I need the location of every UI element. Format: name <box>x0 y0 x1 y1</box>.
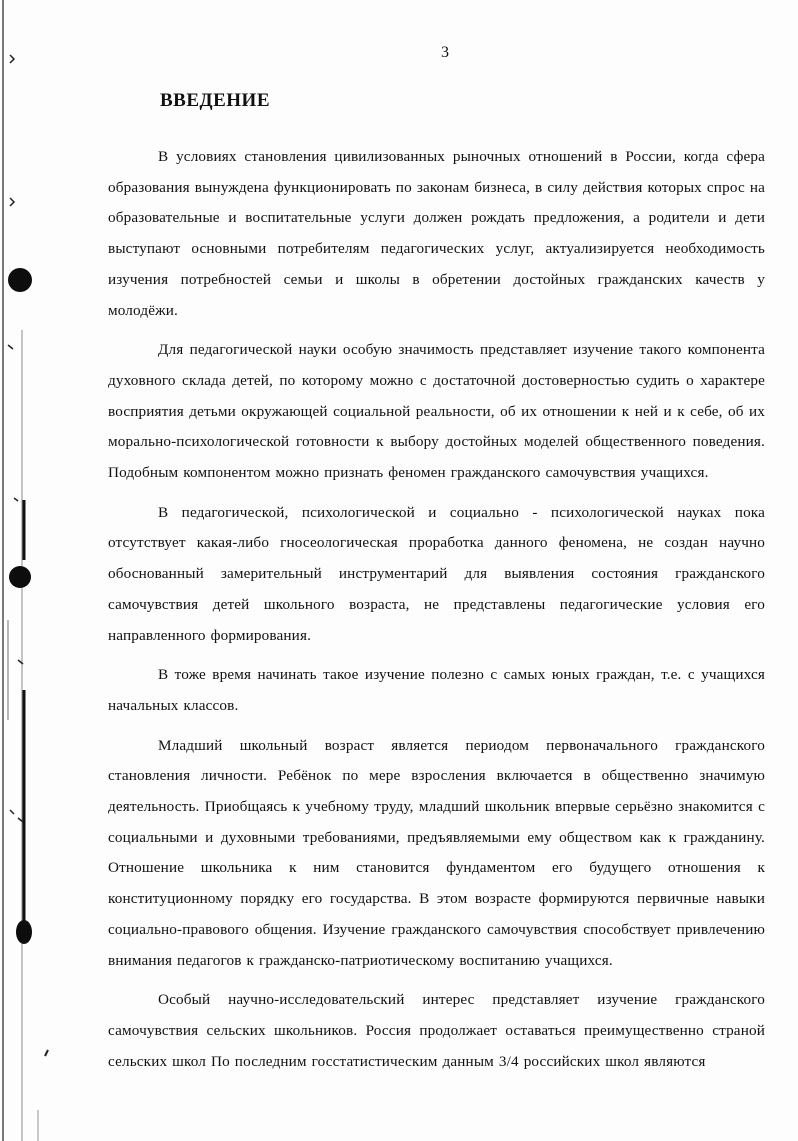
paragraph: Особый научно-исследовательский интерес представляет изучение гражданского самочувствия сельских школьников. Россия продолжает оставаться преимущественно страной сельских школ По последним госстатистическим данным 3/4 российских школ являются <box>108 991 765 1070</box>
paragraph: Для педагогической науки особую значимость представляет изучение такого компонента духовного склада детей, по которому можно с достаточной достоверностью судить о характере восприятия детьми окружающей социальной реальности, об их отношении к ней и к себе, об их морально-психологической готовности к выбору достойных моделей общественного поведения. Подобным компонентом можно признать феномен гражданского самочувствия учащихся. <box>108 341 765 482</box>
binding-scan-marks <box>0 0 60 1141</box>
paragraph: В условиях становления цивилизованных рыночных отношений в России, когда сфера образования вынуждена функционировать по законам бизнеса, в силу действия которых спрос на образовательные и воспитательные услуги должен рождать предложения, а родители и дети выступают основными потребителям педагогических услуг, актуализируется необходимость изучения потребностей семьи и школы в обретении достойных гражданских качеств у молодёжи. <box>108 148 765 319</box>
page-number: 3 <box>441 44 449 61</box>
paragraph: В тоже время начинать такое изучение полезно с самых юных граждан, т.е. с учащихся начальных классов. <box>108 666 765 714</box>
paragraph: Младший школьный возраст является периодом первоначального гражданского становления личности. Ребёнок по мере взросления включается в общественно значимую деятельность. Приобщаясь к учебному труду, младший школьник впервые серьёзно знакомится с социальными и духовными требованиями, предъявляемыми ему обществом как к гражданину. Отношение школьника к ним становится фундаментом его будущего отношения к конституционному порядку его государства. В этом возрасте формируются первичные навыки социально-правового общения. Изучение гражданского самочувствия способствует привлечению внимания педагогов к гражданско-патриотическому воспитанию учащихся. <box>108 736 765 969</box>
section-heading: ВВЕДЕНИЕ <box>160 90 270 111</box>
body-text <box>108 142 765 1086</box>
paragraph: В педагогической, психологической и социально - психологической науках пока отсутствует какая-либо гносеологическая проработка данного феномена, не создан научно обоснованный замерительный инструментарий для выявления состояния гражданского самочувствия детей школьного возраста, не представлены педагогические условия его направленного формирования. <box>108 503 765 644</box>
binding-marks-graphic <box>0 0 60 1141</box>
